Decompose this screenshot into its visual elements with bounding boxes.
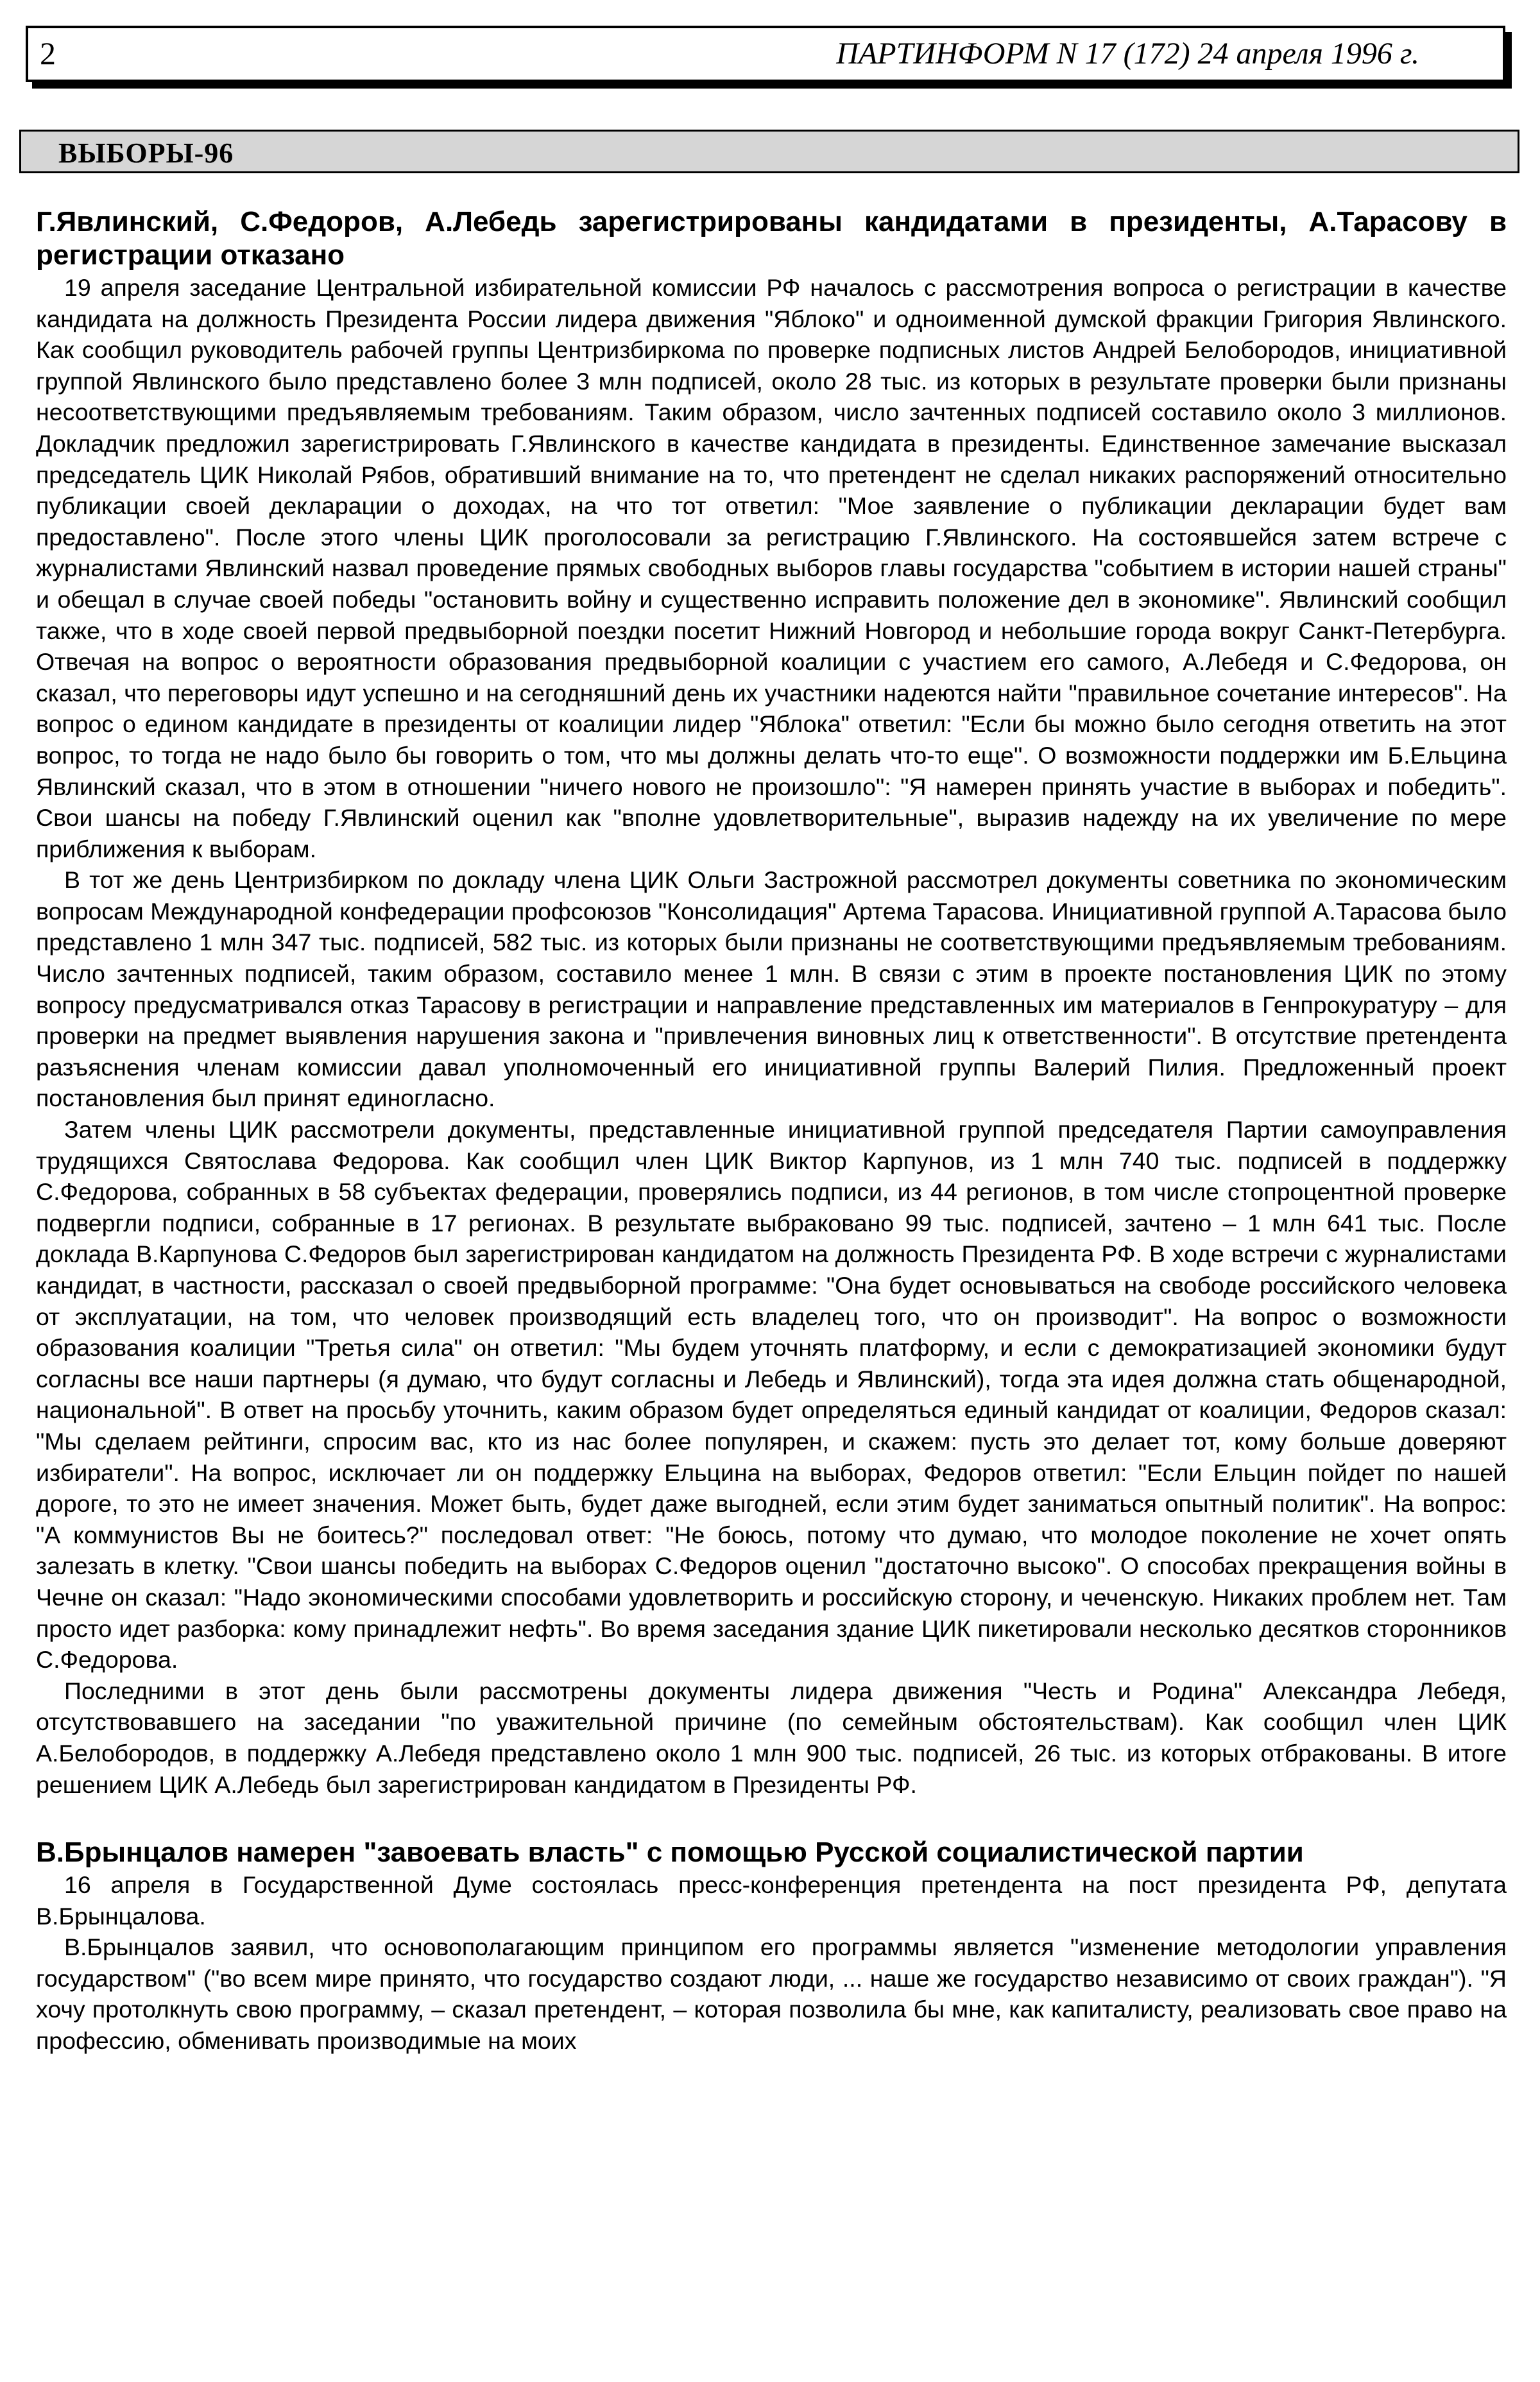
- article1-paragraph-3: Затем члены ЦИК рассмотрели документы, представленные инициативной группой председателя Партии самоуправления трудящихся Святослава Федорова. Как сообщил член ЦИК Виктор Карпунов, из 1 млн 740 тыс. подписей в поддержку С.Федорова, собранных в 58 субъектах федерации, проверялись подписи, из 44 регионов, в том числе стопроцентной проверке подвергли подписи, собранные в 17 регионах. В результате выбраковано 99 тыс. подписей, зачтено – 1 млн 641 тыс. После доклада В.Карпунова С.Федоров был зарегистрирован кандидатом на должность Президента РФ. В ходе встречи с журналистами кандидат, в частности, рассказал о своей предвыборной программе: "Она будет основываться на свободе российского человека от эксплуатации, на том, что человек производящий есть владелец того, что он производит". На вопрос о возможности образования коалиции "Третья сила" он ответил: "Мы будем уточнять платформу, и если с демократизацией экономики будут согласны все наши партнеры (я думаю, что будут согласны и Лебедь и Явлинский), тогда эта идея должна стать общенародной, национальной". В ответ на просьбу уточнить, каким образом будет определяться единый кандидат от коалиции, Федоров сказал: "Мы сделаем рейтинги, спросим вас, кто из нас более популярен, и скажем: пусть это делает тот, кому больше доверяют избиратели". На вопрос, исключает ли он поддержку Ельцина на выборах, Федоров ответил: "Если Ельцин пойдет по нашей дороге, то это не имеет значения. Может быть, будет даже выгодней, если этим будет заниматься опытный политик". На вопрос: "А коммунистов Вы не боитесь?" последовал ответ: "Не боюсь, потому что думаю, что молодое поколение не хочет опять залезать в клетку. "Свои шансы победить на выборах С.Федоров оценил "достаточно высоко". О способах прекращения войны в Чечне он сказал: "Надо экономическими способами удовлетворить и российскую сторону, и чеченскую. Никаких проблем нет. Там просто идет разборка: кому принадлежит нефть". Во время заседания здание ЦИК пикетировали несколько десятков сторонников С.Федорова.: [36, 1116, 1507, 1674]
- page-header: [26, 26, 1505, 82]
- article2-paragraph-1: 16 апреля в Государственной Думе состоялась пресс-конференция претендента на пост президента РФ, депутата В.Брынцалова.: [36, 1871, 1507, 1930]
- article2-paragraph-2: В.Брынцалов заявил, что основополагающим принципом его программы является "изменение методологии управления государством" ("во всем мире принято, что государство создают люди, ... наше же государство независимо от своих граждан"). "Я хочу протолкнуть свою программу, – сказал претендент, – которая позволила бы мне, как капиталисту, реализовать свое право на профессию, обменивать производимые на моих: [36, 1933, 1507, 2055]
- article1-paragraph-2: В тот же день Центризбирком по докладу члена ЦИК Ольги Застрожной рассмотрел документы советника по экономическим вопросам Международной конфедерации профсоюзов "Консолидация" Артема Тарасова. Инициативной группой А.Тарасова было представлено 1 млн 347 тыс. подписей, 582 тыс. из которых были признаны не соответствующими предъявляемым требованиям. Число зачтенных подписей, таким образом, составило менее 1 млн. В связи с этим в проекте постановления ЦИК по этому вопросу предусматривался отказ Тарасову в регистрации и направление представленных им материалов в Генпрокуратуру – для проверки на предмет выявления нарушения закона и "привлечения виновных лиц к ответственности". В отсутствие претендента разъяснения членам комиссии давал уполномоченный его инициативной группы Валерий Пилия. Предложенный проект постановления был принят единогласно.: [36, 866, 1507, 1112]
- article1-paragraph-4: Последними в этот день были рассмотрены документы лидера движения "Честь и Родина" Александра Лебедя, отсутствовавшего на заседании "по уважительной причине (по семейным обстоятельствам). Как сообщил член ЦИК А.Белобородов, в поддержку А.Лебедя представлено около 1 млн 900 тыс. подписей, 26 тыс. из которых отбракованы. В итоге решением ЦИК А.Лебедь был зарегистрирован кандидатом в Президенты РФ.: [36, 1677, 1507, 1798]
- article-content: [36, 205, 1507, 2057]
- article1-headline: Г.Явлинский, С.Федоров, А.Лебедь зарегистрированы кандидатами в президенты, А.Тарасову в регистрации отказано: [36, 206, 1507, 271]
- article1-paragraph-1: 19 апреля заседание Центральной избирательной комиссии РФ началось с рассмотрения вопроса о регистрации в качестве кандидата на должность Президента России лидера движения "Яблоко" и одноименной думской фракции Григория Явлинского. Как сообщил руководитель рабочей группы Центризбиркома по проверке подписных листов Андрей Белобородов, инициативной группой Явлинского было представлено более 3 млн подписей, около 28 тыс. из которых в результате проверки были признаны несоответствующими предъявляемым требованиям. Таким образом, число зачтенных подписей составило около 3 миллионов. Докладчик предложил зарегистрировать Г.Явлинского в качестве кандидата в президенты. Единственное замечание высказал председатель ЦИК Николай Рябов, обративший внимание на то, что претендент не сделал никаких распоряжений относительно публикации своей декларации о доходах, на что тот ответил: "Мое заявление о публикации декларации будет вам предоставлено". После этого члены ЦИК проголосовали за регистрацию Г.Явлинского. На состоявшейся затем встрече с журналистами Явлинский назвал проведение прямых свободных выборов главы государства "событием в истории нашей страны" и обещал в случае своей победы "остановить войну и существенно исправить положение дел в экономике". Явлинский сообщил также, что в ходе своей первой предвыборной поездки посетит Нижний Новгород и небольшие города вокруг Санкт-Петербурга. Отвечая на вопрос о вероятности образования предвыборной коалиции с участием его самого, А.Лебедя и С.Федорова, он сказал, что переговоры идут успешно и на сегодняшний день их участники надеются найти "правильное сочетание интересов". На вопрос о едином кандидате в президенты от коалиции лидер "Яблока" ответил: "Если бы можно было сегодня ответить на этот вопрос, то тогда не надо было бы говорить о том, что мы должны делать что-то еще". О возможности поддержки им Б.Ельцина Явлинский сказал, что в этом в отношении "ничего нового не произошло": "Я намерен принять участие в выборах и победить". Свои шансы на победу Г.Явлинский оценил как "вполне удовлетворительные", выразив надежду на их увеличение по мере приближения к выборам.: [36, 274, 1507, 862]
- section-title: ВЫБОРЫ-96: [58, 137, 234, 169]
- page-number: 2: [40, 35, 56, 71]
- article2-headline: В.Брынцалов намерен "завоевать власть" с помощью Русской социалистической партии: [36, 1837, 1304, 1869]
- article-gap: [36, 1800, 1507, 1836]
- section-bar: [19, 130, 1519, 173]
- publication-title: ПАРТИНФОРМ N 17 (172) 24 апреля 1996 г.: [836, 37, 1419, 71]
